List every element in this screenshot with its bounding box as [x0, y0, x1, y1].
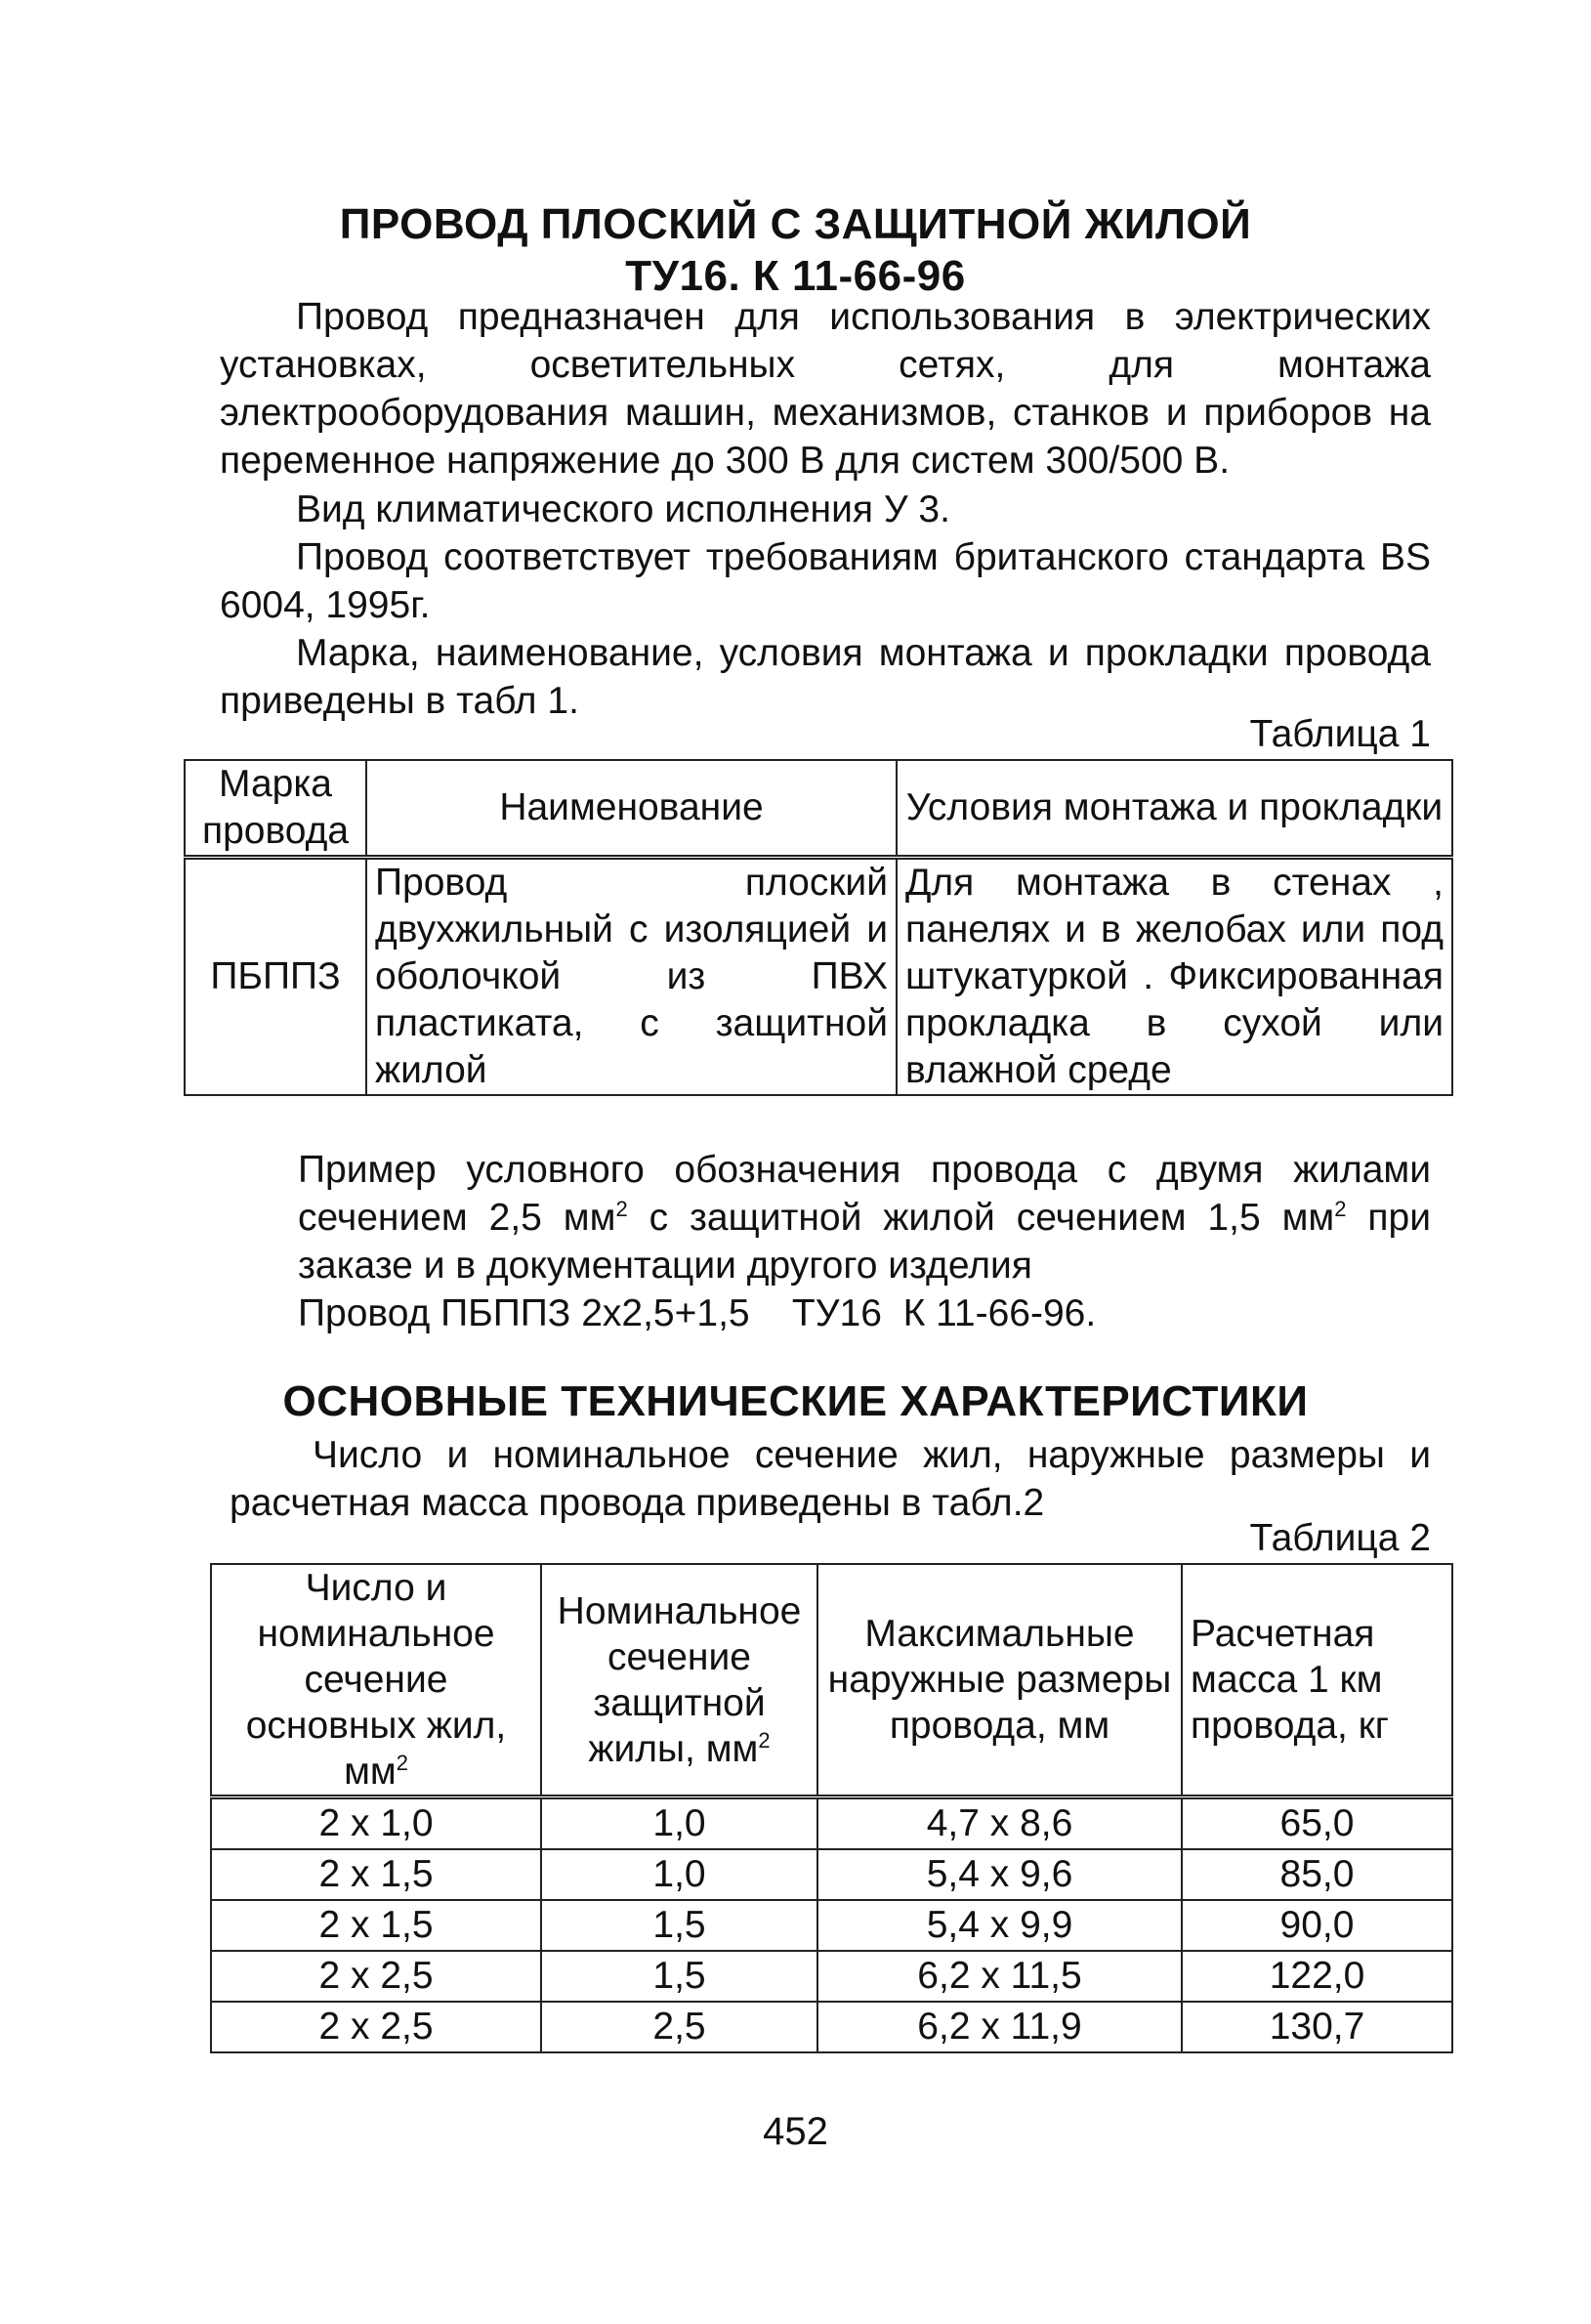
table2-cell: 6,2 х 11,9	[817, 2002, 1182, 2052]
table2-cell: 122,0	[1182, 1951, 1452, 2002]
document-spec: ТУ16. К 11-66-96	[625, 252, 966, 300]
table2-cell: 2 х 2,5	[211, 2002, 541, 2052]
table2-header-row	[211, 1564, 1452, 1797]
example-text-b: с защитной жилой сечением 1,5 мм	[627, 1197, 1335, 1239]
table2-cell: 4,7 х 8,6	[817, 1797, 1182, 1850]
table2-cell: 85,0	[1182, 1849, 1452, 1900]
intro-paragraph-3	[220, 533, 1431, 629]
example-sup-1: 2	[615, 1197, 628, 1221]
table2-cell: 130,7	[1182, 2002, 1452, 2052]
table2-cell: 5,4 х 9,6	[817, 1849, 1182, 1900]
intro-paragraph-2	[220, 486, 1431, 533]
example-designation: Провод ПБППЗ 2х2,5+1,5 ТУ16 К 11-66-96.	[298, 1292, 1097, 1334]
table2-cell: 2 х 1,5	[211, 1849, 541, 1900]
table1	[184, 759, 1453, 1096]
table2-cell: 1,0	[541, 1849, 817, 1900]
section2-text: Число и номинальное сечение жил, наружные размеры и расчетная масса провода приведены в табл.2	[230, 1434, 1431, 1524]
section2-paragraph	[230, 1431, 1431, 1527]
table1-cell-conditions: Для монтажа в стенах , панелях и в желобах или под штукатуркой . Фиксированная прокладка в сухой или влажной среде	[897, 858, 1452, 1096]
table1-cell-name: Провод плоский двухжильный с изоляцией и оболочкой из ПВХ пластиката, с защитной жилой	[366, 858, 897, 1096]
table2-cell: 90,0	[1182, 1900, 1452, 1951]
table2-cell: 65,0	[1182, 1797, 1452, 1850]
intro-paragraph-1	[220, 293, 1431, 485]
table2-cell: 5,4 х 9,9	[817, 1900, 1182, 1951]
table-row	[211, 1900, 1452, 1951]
table1-header-mark: Марка провода	[185, 760, 366, 858]
intro-text-4: Марка, наименование, условия монтажа и прокладки провода приведены в табл 1.	[220, 632, 1431, 722]
table2-cell: 2,5	[541, 2002, 817, 2052]
document-title: ПРОВОД ПЛОСКИЙ С ЗАЩИТНОЙ ЖИЛОЙ	[339, 200, 1252, 248]
table-row	[211, 1849, 1452, 1900]
table1-header-row	[185, 760, 1452, 858]
table2-cell: 2 х 1,5	[211, 1900, 541, 1951]
example-paragraph	[298, 1146, 1431, 1289]
table2-header-protective-section: Номинальное сечение защитной жилы, $мм^2$	[541, 1564, 817, 1797]
table2-header-core-section: Число и номинальное сечение основных жил, $мм^2$	[211, 1564, 541, 1797]
example-sup-2: 2	[1334, 1197, 1347, 1221]
intro-paragraph-4	[220, 629, 1431, 725]
table1-caption: Таблица 1	[1249, 713, 1431, 755]
table-row	[185, 858, 1452, 1096]
table2-cell: 1,0	[541, 1797, 817, 1850]
table-row	[211, 1951, 1452, 2002]
table2	[210, 1563, 1453, 2053]
section2-title: ОСНОВНЫЕ ТЕХНИЧЕСКИЕ ХАРАКТЕРИСТИКИ	[282, 1377, 1309, 1425]
table1-header-name: Наименование	[366, 760, 897, 858]
intro-text-1: Провод предназначен для использования в электрических установках, осветительных сетях, для монтажа электрооборудования машин, механизмов, станков и приборов на переменное напряжение до 300 В для систем 300/500 В.	[220, 296, 1431, 482]
table2-header-mass: Расчетная масса 1 км провода, кг	[1182, 1564, 1452, 1797]
table2-cell: 1,5	[541, 1951, 817, 2002]
table-row	[211, 1797, 1452, 1850]
table1-cell-mark: ПБППЗ	[185, 858, 366, 1096]
table2-cell: 2 х 1,0	[211, 1797, 541, 1850]
table2-header-dimensions: Максимальные наружные размеры провода, мм	[817, 1564, 1182, 1797]
table2-caption: Таблица 2	[1249, 1517, 1431, 1559]
table-row	[211, 2002, 1452, 2052]
intro-text-3: Провод соответствует требованиям британского стандарта BS 6004, 1995г.	[220, 536, 1431, 626]
table2-cell: 1,5	[541, 1900, 817, 1951]
example-text-a: Пример условного обозначения провода с двумя жилами сечением 2,5 мм	[298, 1149, 1431, 1239]
table2-cell: 2 х 2,5	[211, 1951, 541, 2002]
table1-header-conditions: Условия монтажа и прокладки	[897, 760, 1452, 858]
example-text-c: при заказе и в документации другого изделия	[298, 1197, 1431, 1287]
table2-cell: 6,2 х 11,5	[817, 1951, 1182, 2002]
intro-text-2: Вид климатического исполнения У 3.	[296, 488, 950, 530]
page-number: 452	[763, 2110, 828, 2153]
